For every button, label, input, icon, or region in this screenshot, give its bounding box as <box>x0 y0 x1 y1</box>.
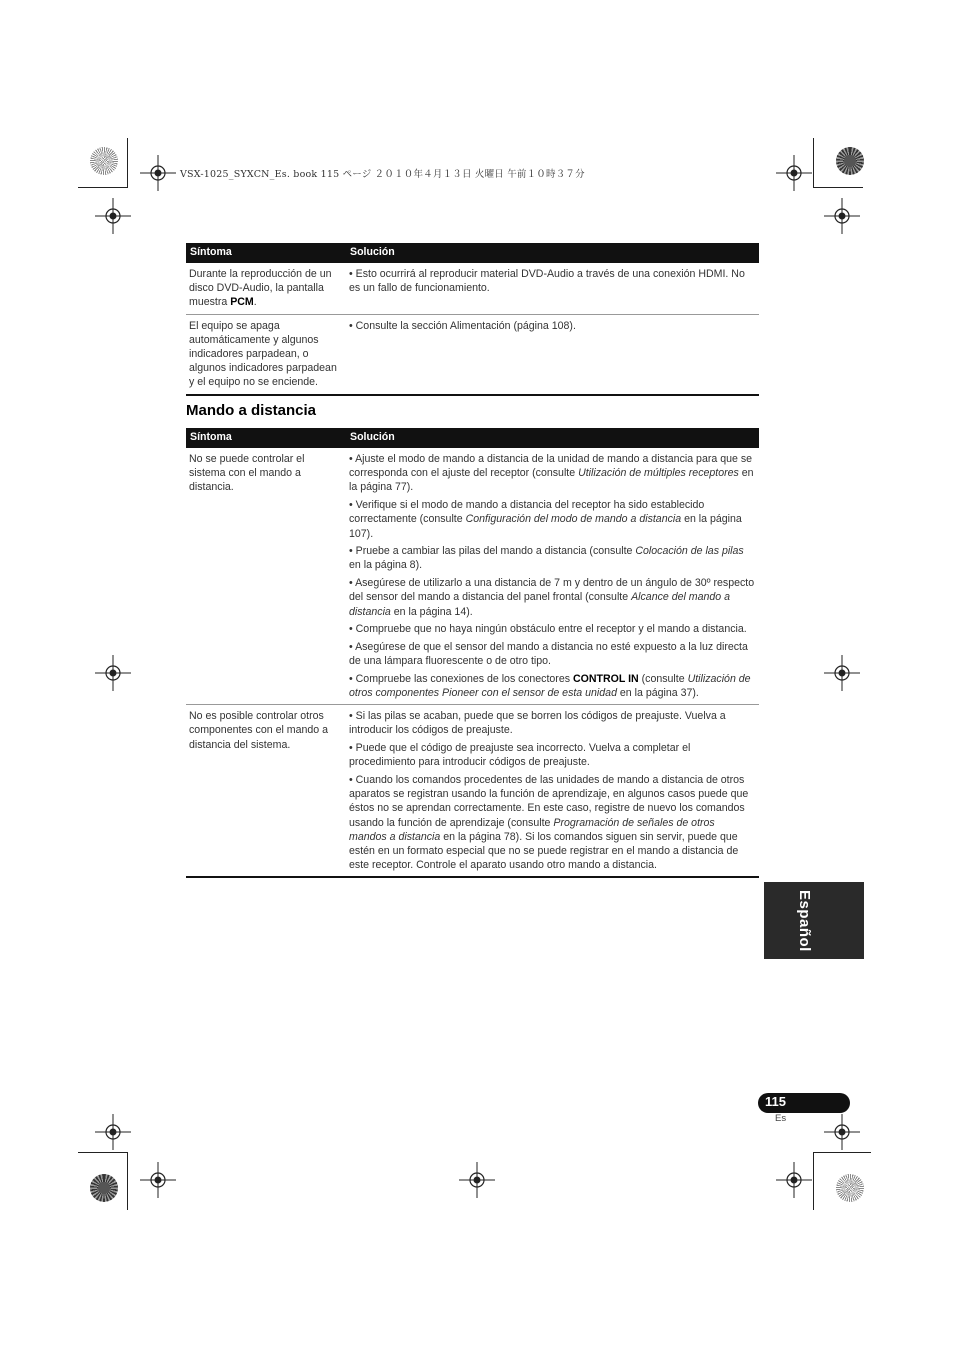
solution-cell <box>346 705 759 878</box>
registration-mark-icon <box>824 198 860 234</box>
solution-cell: • Consulte la sección Alimentación (página 108). <box>346 314 759 395</box>
solution-item: • Verifique si el modo de mando a distancia del receptor ha sido establecido correctamente (consulte Configuración del modo de mando a distancia en la página 107). <box>349 499 742 540</box>
solution-item: • Pruebe a cambiar las pilas del mando a distancia (consulte Colocación de las pilas en la página 8). <box>349 545 744 572</box>
table-row <box>186 705 759 878</box>
rosette-icon <box>836 147 864 175</box>
print-header: VSX-1025_SYXCN_Es. book 115 ページ ２０１０年４月１３日 火曜日 午前１０時３７分 <box>180 169 585 180</box>
page-language-code: Es <box>775 1113 787 1124</box>
column-header-solution: Solución <box>346 243 759 263</box>
troubleshooting-table-remote <box>186 428 759 878</box>
solution-cell: • Esto ocurrirá al reproducir material DVD-Audio a través de una conexión HDMI. No es un fallo de funcionamiento. <box>349 268 745 295</box>
rosette-icon <box>90 1174 118 1202</box>
table-row <box>186 263 759 314</box>
symptom-cell: El equipo se apaga automáticamente y algunos indicadores parpadean, o algunos indicadores parpadean y el equipo no se enciende. <box>186 314 346 395</box>
registration-mark-icon <box>95 1114 131 1150</box>
registration-mark-icon <box>459 1162 495 1198</box>
symptom-cell: Durante la reproducción de un disco DVD-Audio, la pantalla muestra PCM. <box>189 268 332 309</box>
column-header-solution: Solución <box>346 428 759 448</box>
table-row <box>186 448 759 705</box>
solution-item: • Puede que el código de preajuste sea incorrecto. Vuelva a completar el procedimiento para introducir códigos de preajuste. <box>349 742 691 769</box>
solution-item: • Ajuste el modo de mando a distancia de la unidad de mando a distancia para que se corresponda con el ajuste del receptor (consulte Utilización de múltiples receptores en la página 77). <box>349 453 754 494</box>
solution-item: • Asegúrese de que el sensor del mando a distancia no esté expuesto a la luz directa de una lámpara fluorescente o de otro tipo. <box>349 640 748 668</box>
language-side-tab <box>764 882 864 959</box>
solution-item: • Asegúrese de utilizarlo a una distancia de 7 m y dentro de un ángulo de 30º respecto del sensor del mando a distancia del panel frontal (consulte Alcance del mando a distancia en la página 14). <box>349 577 755 618</box>
table-row <box>186 314 759 395</box>
registration-mark-icon <box>776 155 812 191</box>
registration-mark-icon <box>824 655 860 691</box>
solution-item: • Compruebe que no haya ningún obstáculo entre el receptor y el mando a distancia. <box>349 623 747 636</box>
registration-mark-icon <box>95 655 131 691</box>
column-header-symptom: Síntoma <box>186 243 346 263</box>
solution-item: • Cuando los comandos procedentes de las unidades de mando a distancia de otros aparatos se registran usando la función de aprendizaje, en algunos casos puede que éstos no se aprendan correctamente. En este caso, registre de nuevo los comandos usando la función de aprendizaje (consulte Programación de señales de otros mandos a distancia en la página 78). Si los comandos siguen sin servir, puede que estén en un formato especial que no se puede registrar en el mando a distancia de este receptor. Controle el aparato usando otro mando a distancia. <box>349 774 749 872</box>
registration-mark-icon <box>140 1162 176 1198</box>
registration-mark-icon <box>776 1162 812 1198</box>
symptom-cell: No es posible controlar otros componentes con el mando a distancia del sistema. <box>186 705 346 878</box>
symptom-cell: No se puede controlar el sistema con el mando a distancia. <box>189 453 305 494</box>
column-header-symptom: Síntoma <box>186 428 346 448</box>
rosette-icon <box>90 147 118 175</box>
rosette-icon <box>836 1174 864 1202</box>
solution-cell <box>346 448 759 705</box>
page-number: 115 <box>765 1094 786 1109</box>
troubleshooting-table-general <box>186 243 759 396</box>
section-title: Mando a distancia <box>186 402 317 419</box>
registration-mark-icon <box>140 155 176 191</box>
solution-item: • Compruebe las conexiones de los conectores CONTROL IN (consulte Utilización de otros componentes Pioneer con el sensor de esta unidad en la página 37). <box>349 672 751 700</box>
registration-mark-icon <box>95 198 131 234</box>
registration-mark-icon <box>824 1114 860 1150</box>
solution-item: • Si las pilas se acaban, puede que se borren los códigos de preajuste. Vuelva a introducir los códigos de preajuste. <box>349 710 726 737</box>
language-label: Español <box>796 890 813 952</box>
